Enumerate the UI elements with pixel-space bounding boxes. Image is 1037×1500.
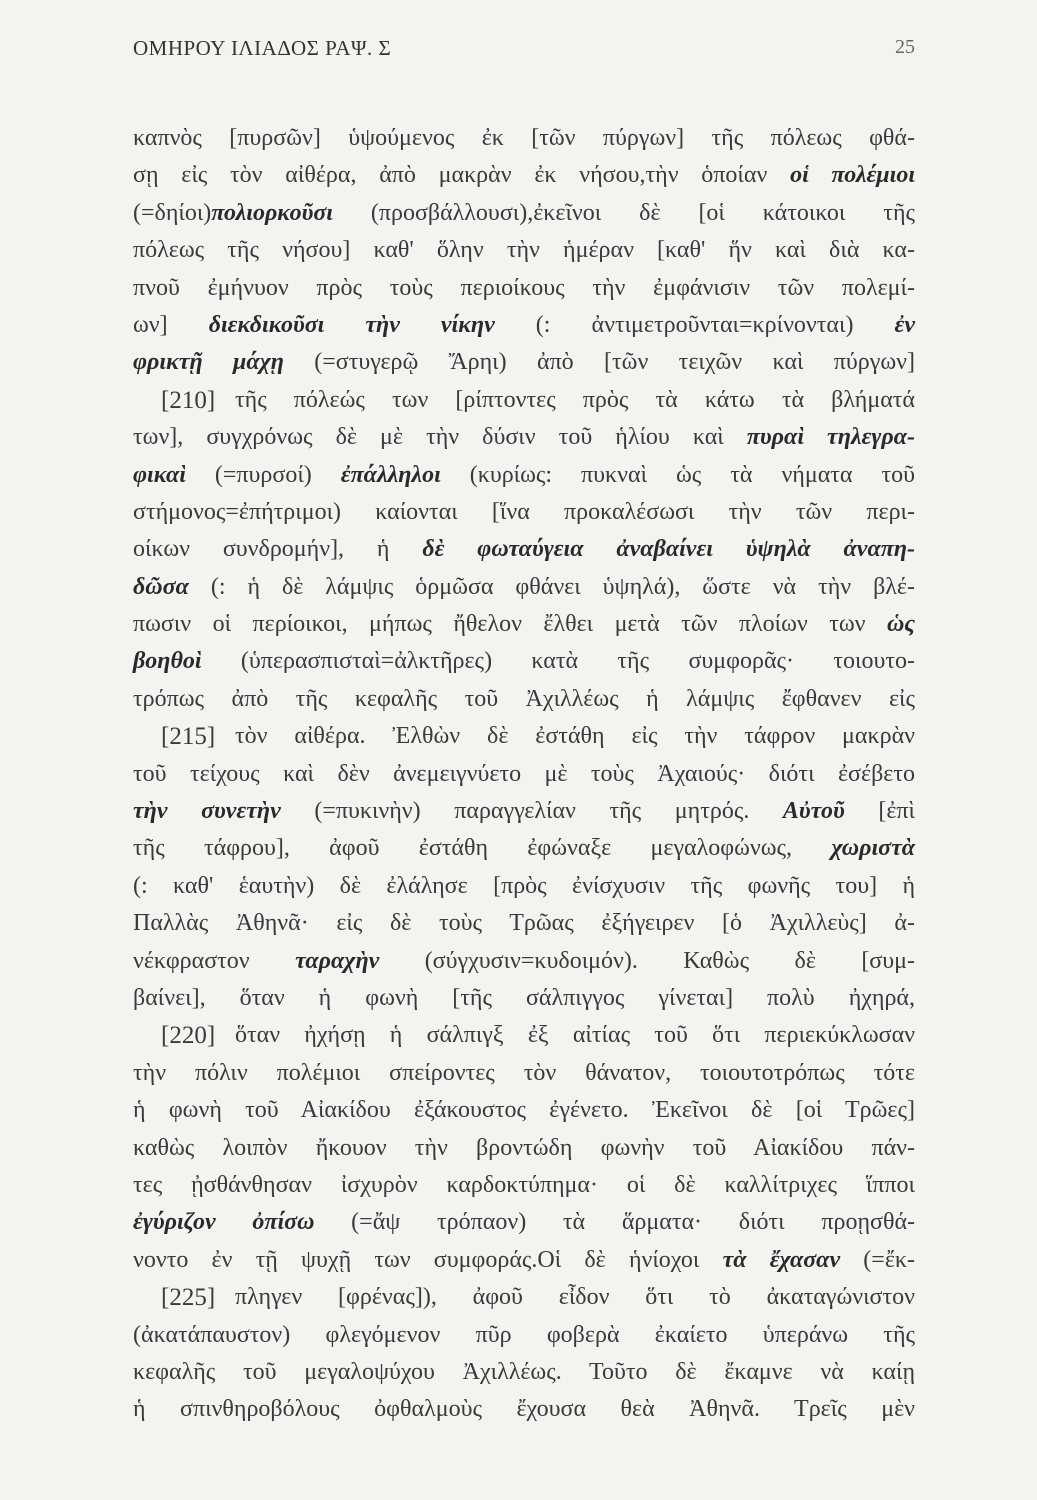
- emphasized-gloss: τὴν συνετὴν: [133, 798, 281, 825]
- text-segment: τὸν αἰθέρα. Ἐλθὼν δὲ ἐστάθη εἰς τὴν τάφρον μακρὰν: [235, 723, 915, 750]
- text-segment: (: ἀντιμετροῦνται=κρίνονται): [494, 311, 895, 338]
- text-line: [133, 157, 915, 194]
- emphasized-gloss: δὲ φωταύγεια ἀναβαίνει ὑψηλὰ ἀναπη-: [422, 536, 915, 563]
- text-line: [133, 1354, 915, 1391]
- text-line: [133, 494, 915, 531]
- text-segment: Παλλὰς Ἀθηνᾶ· εἰς δὲ τοὺς Τρῶας ἐξήγειρεν [ὁ Ἀχιλλεὺς] ἀ-: [133, 910, 915, 937]
- emphasized-gloss: ταραχὴν: [295, 947, 380, 974]
- text-line: [133, 1242, 915, 1279]
- text-segment: τρόπως ἀπὸ τῆς κεφαλῆς τοῦ Ἀχιλλέως ἡ λάμψις ἔφθανεν εἰς: [133, 685, 915, 712]
- text-line: [133, 1317, 915, 1354]
- text-segment: τῆς τάφρου], ἀφοῦ ἐστάθη ἐφώναξε μεγαλοφώνως,: [133, 835, 832, 862]
- verse-number: [225]: [161, 1284, 216, 1312]
- verse-number: [210]: [161, 386, 216, 414]
- text-segment: καθὼς λοιπὸν ἤκουον τὴν βροντώδη φωνὴν τοῦ Αἰακίδου πάν-: [133, 1134, 915, 1161]
- emphasized-gloss: φρικτῇ μάχῃ: [133, 349, 284, 376]
- text-segment: οίκων συνδρομήν], ἡ: [133, 536, 423, 563]
- text-segment: σῃ εἰς τὸν αἰθέρα, ἀπὸ μακρὰν ἐκ νήσου,τὴν ὁποίαν: [133, 162, 791, 189]
- text-line: [133, 943, 915, 980]
- text-segment: καπνὸς [πυρσῶν] ὑψούμενος ἐκ [τῶν πύργων] τῆς πόλεως φθά-: [133, 125, 915, 151]
- text-line: [133, 382, 915, 419]
- text-line: [133, 756, 915, 793]
- emphasized-gloss: δῶσα: [133, 573, 189, 600]
- running-header: [133, 36, 915, 66]
- text-segment: (σύγχυσιν=κυδοιμόν). Καθὼς δὲ [συμ-: [379, 947, 915, 974]
- emphasized-gloss: φικαὶ: [133, 461, 186, 488]
- text-segment: των], συγχρόνως δὲ μὲ τὴν δύσιν τοῦ ἡλίου καὶ: [133, 424, 747, 451]
- emphasized-gloss: διεκδικοῦσι τὴν νίκην: [208, 311, 495, 338]
- text-line: [133, 344, 915, 381]
- text-line: [133, 1055, 915, 1092]
- text-line: [133, 1204, 915, 1241]
- text-line: [133, 830, 915, 867]
- text-line: [133, 980, 915, 1017]
- text-segment: τῆς πόλεώς των [ρίπτοντες πρὸς τὰ κάτω τὰ βλήματά: [235, 386, 915, 413]
- text-segment: τὴν πόλιν πολέμιοι σπείροντες τὸν θάνατον, τοιουτοτρόπως τότε: [133, 1059, 915, 1086]
- text-line: [133, 1279, 915, 1316]
- running-title: ΟΜΗΡΟΥ ΙΛΙΑΔΟΣ ΡΑΨ. Σ: [133, 36, 392, 60]
- text-line: [133, 606, 915, 643]
- text-segment: στήμονος=ἐπήτριμοι) καίονται [ἵνα προκαλέσωσι τὴν τῶν περι-: [133, 498, 915, 525]
- text-line: [133, 419, 915, 456]
- text-line: [133, 1391, 915, 1428]
- text-segment: ἡ φωνὴ τοῦ Αἰακίδου ἐξάκουστος ἐγένετο. Ἐκεῖνοι δὲ [οἱ Τρῶες]: [133, 1097, 915, 1124]
- text-line: [133, 793, 915, 830]
- text-segment: (ἀκατάπαυστον) φλεγόμενον πῦρ φοβερὰ ἐκαίετο ὑπεράνω τῆς: [133, 1321, 915, 1348]
- emphasized-gloss: ἐν: [894, 311, 915, 338]
- text-segment: (προσβάλλουσι),ἐκεῖνοι δὲ [οἱ κάτοικοι τῆς: [332, 199, 915, 226]
- emphasized-gloss: ὡς: [886, 611, 915, 638]
- text-line: [133, 1167, 915, 1204]
- emphasized-gloss: οἱ πολέμιοι: [790, 162, 915, 189]
- emphasized-gloss: πυραὶ τηλεγρα-: [746, 424, 915, 451]
- text-line: [133, 569, 915, 606]
- text-segment: πωσιν οἱ περίοικοι, μήπως ἤθελον ἔλθει μετὰ τῶν πλοίων των: [133, 611, 887, 638]
- text-line: [133, 643, 915, 680]
- text-segment: κεφαλῆς τοῦ μεγαλοψύχου Ἀχιλλέως. Τοῦτο δὲ ἔκαμνε νὰ καίῃ: [133, 1358, 915, 1385]
- text-segment: βαίνει], ὅταν ἡ φωνὴ [τῆς σάλπιγγος γίνεται] πολὺ ἠχηρά,: [133, 984, 915, 1011]
- text-segment: ὅταν ἠχήσῃ ἡ σάλπιγξ ἐξ αἰτίας τοῦ ὅτι περιεκύκλωσαν: [235, 1022, 915, 1049]
- emphasized-gloss: χωριστὰ: [831, 835, 915, 862]
- commentary-text: [133, 120, 915, 1429]
- text-segment: [ἐπὶ: [844, 798, 915, 825]
- text-line: [133, 1092, 915, 1129]
- page-number: 25: [895, 36, 915, 58]
- emphasized-gloss: τὰ ἔχασαν: [722, 1246, 841, 1273]
- text-segment: ἡ σπινθηροβόλους ὀφθαλμοὺς ἔχουσα θεὰ Ἀθηνᾶ. Τρεῖς μὲν: [133, 1396, 915, 1423]
- text-segment: (: καθ' ἑαυτὴν) δὲ ἐλάλησε [πρὸς ἐνίσχυσιν τῆς φωνῆς του] ἡ: [133, 872, 915, 899]
- text-line: [133, 120, 915, 157]
- text-line: [133, 1017, 915, 1054]
- text-segment: πνοῦ ἐμήνυον πρὸς τοὺς περιοίκους τὴν ἐμφάνισιν τῶν πολεμί-: [133, 274, 915, 301]
- text-line: [133, 531, 915, 568]
- text-line: [133, 232, 915, 269]
- text-line: [133, 868, 915, 905]
- emphasized-gloss: ἐγύριζον ὀπίσω: [133, 1209, 315, 1236]
- text-segment: ων]: [133, 311, 209, 338]
- text-segment: (=πυρσοί): [185, 461, 341, 488]
- text-segment: (=πυκινὴν) παραγγελίαν τῆς μητρός.: [280, 798, 783, 825]
- text-segment: πόλεως τῆς νήσου] καθ' ὅλην τὴν ἡμέραν [καθ' ἥν καὶ διὰ κα-: [133, 237, 915, 264]
- text-segment: νοντο ἐν τῇ ψυχῇ των συμφοράς.Οἱ δὲ ἡνίοχοι: [133, 1246, 723, 1273]
- text-segment: (=δηίοι): [133, 199, 212, 226]
- text-segment: (ὑπερασπισταὶ=ἀλκτῆρες) κατὰ τῆς συμφορᾶς· τοιουτο-: [201, 648, 915, 675]
- emphasized-gloss: πολιορκοῦσι: [211, 199, 333, 226]
- text-line: [133, 307, 915, 344]
- text-line: [133, 718, 915, 755]
- text-line: [133, 457, 915, 494]
- text-segment: (: ἡ δὲ λάμψις ὁρμῶσα φθάνει ὑψηλά), ὥστε νὰ τὴν βλέ-: [188, 573, 915, 600]
- text-line: [133, 905, 915, 942]
- text-segment: (κυρίως: πυκναὶ ὡς τὰ νήματα τοῦ: [440, 461, 915, 488]
- emphasized-gloss: ἐπάλληλοι: [340, 461, 441, 488]
- text-segment: (=ἄψ τρόπαον) τὰ ἅρματα· διότι προῃσθά-: [314, 1209, 916, 1236]
- text-segment: τες ᾐσθάνθησαν ἰσχυρὸν καρδοκτύπημα· οἱ δὲ καλλίτριχες ἵπποι: [133, 1171, 915, 1198]
- text-segment: νέκφραστον: [133, 947, 296, 974]
- text-line: [133, 1130, 915, 1167]
- text-segment: (=ἔκ-: [840, 1246, 915, 1273]
- verse-number: [215]: [161, 723, 216, 751]
- text-line: [133, 681, 915, 718]
- text-line: [133, 270, 915, 307]
- text-segment: (=στυγερῷ Ἄρηι) ἀπὸ [τῶν τειχῶν καὶ πύργων]: [283, 349, 916, 376]
- emphasized-gloss: Αὐτοῦ: [782, 798, 845, 825]
- emphasized-gloss: βοηθοὶ: [133, 648, 202, 675]
- text-line: [133, 195, 915, 232]
- verse-number: [220]: [161, 1022, 216, 1050]
- text-segment: πληγεν [φρένας]), ἀφοῦ εἶδον ὅτι τὸ ἀκαταγώνιστον: [235, 1284, 915, 1311]
- text-segment: τοῦ τείχους καὶ δὲν ἀνεμειγνύετο μὲ τοὺς Ἀχαιούς· διότι ἐσέβετο: [133, 760, 915, 787]
